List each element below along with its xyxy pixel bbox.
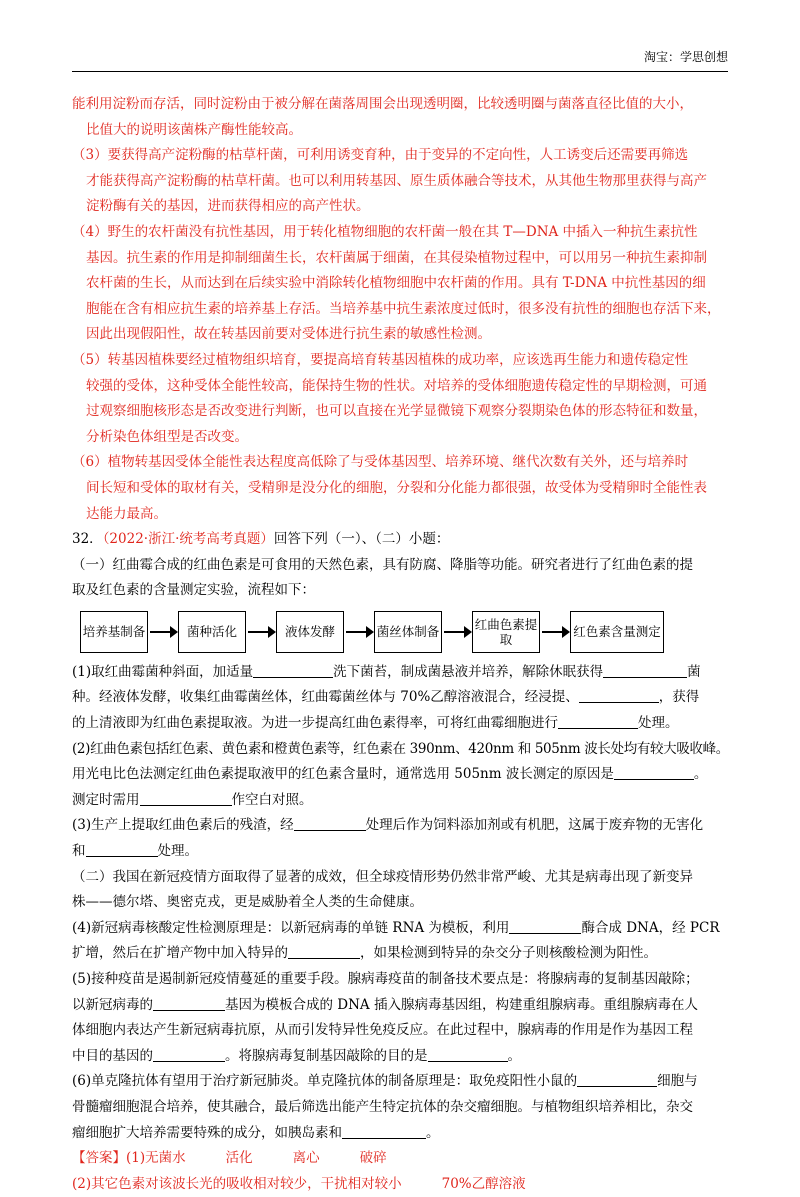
answer-blank	[253, 663, 333, 678]
text-line: （5）转基因植株要经过植物组织培育，要提高培育转基因植株的成功率，应该选再生能力和遗传稳定性	[72, 351, 689, 368]
text-line: 基因。抗生素的作用是抑制细菌生长，农杆菌属于细菌，在其侵染植物过程中，可以用另一种抗生素抑制	[86, 249, 707, 266]
text-line	[72, 1121, 732, 1147]
text-line: 能利用淀粉而存活，同时淀粉由于被分解在菌落周围会出现透明圈，比较透明圈与菌落直径比值的大小，	[72, 96, 693, 112]
section-two-intro: （二）我国在新冠疫情方面取得了显著的成效，但全球疫情形势仍然非常严峻、尤其是病毒出现了新变异	[72, 868, 693, 885]
flow-step-6: 红色素含量测定	[570, 611, 664, 653]
text-line: 体细胞内表达产生新冠病毒抗原，从而引发特异性免疫反应。在此过程中，腺病毒的作用是作为基因工程	[72, 1022, 693, 1039]
flow-step-3: 液体发酵	[276, 611, 344, 653]
question-32	[72, 527, 732, 1146]
text-span: 扩增，然后在扩增产物中加入特异的	[72, 945, 288, 962]
text-line	[72, 941, 732, 967]
page-header-brand: 淘宝：学思创想	[643, 50, 728, 64]
text-span: 酶合成 DNA，经 PCR	[581, 919, 720, 936]
sub-question-5: (5)接种疫苗是遏制新冠疫情蔓延的重要手段。腺病毒疫苗的制备技术要点是：将腺病毒的复制基因敲除；	[72, 971, 699, 987]
text-span: 以新冠病毒的	[72, 996, 153, 1013]
answer-item: 活化	[225, 1150, 253, 1167]
answer-blank	[577, 1072, 657, 1087]
question-source: （2022·浙江·统考高考真题）	[102, 531, 274, 548]
text-line	[72, 711, 732, 737]
flow-arrow	[150, 631, 176, 633]
text-span: 。将腺病毒复制基因敲除的目的是	[225, 1047, 428, 1064]
text-span: (6)单克隆抗体有望用于治疗新冠肺炎。单克隆抗体的制备原理是：取免疫阳性小鼠的	[72, 1073, 578, 1090]
answer-item: (1)无菌水	[126, 1150, 186, 1167]
text-line	[72, 685, 732, 711]
text-line: 农杆菌的生长，从而达到在后续实验中消除转化植物细胞中农杆菌的作用。具有 T-DNA 中抗性基因的细	[86, 275, 706, 292]
answer-blank	[86, 842, 158, 857]
text-span: 。	[693, 766, 708, 783]
answer-blank	[558, 714, 638, 729]
text-span: 。	[507, 1047, 521, 1064]
answer-line-1	[72, 1146, 732, 1172]
question-intro: 回答下列（一）、（二）小题：	[273, 531, 450, 548]
sub-question-2: (2)红曲色素包括红色素、黄色素和橙黄色素等，红色素在 390nm、420nm 和 505nm 波长处均有较大吸收峰。	[72, 740, 729, 757]
text-line: 达能力最高。	[86, 505, 167, 522]
text-span: 基因为模板合成的 DNA 插入腺病毒基因组，构建重组腺病毒。重组腺病毒在人	[225, 996, 698, 1013]
answer-blank	[288, 944, 360, 959]
text-line: （6）植物转基因受体全能性表达程度高低除了与受体基因型、培养环境、继代次数有关外，还与培养时	[72, 454, 689, 471]
text-line: 分析染色体组型是否改变。	[86, 428, 248, 445]
text-span: 用光电比色法测定红曲色素提取液甲的红色素含量时，通常选用 505nm 波长测定的原因是	[72, 766, 614, 783]
text-span: 的上清液即为红曲色素提取液。为进一步提高红曲色素得率，可将红曲霉细胞进行	[72, 715, 558, 732]
process-flow-diagram	[80, 609, 732, 655]
flow-step-4: 菌丝体制备	[374, 611, 442, 653]
text-span: 中目的基因的	[72, 1047, 153, 1064]
flow-arrow	[346, 631, 372, 633]
text-line: （一）红曲霉合成的红曲色素是可食用的天然色素，具有防腐、降脂等功能。研究者进行了红曲色素的提	[72, 556, 693, 573]
answer-blank	[342, 1124, 426, 1139]
text-line	[72, 788, 732, 814]
text-line: 间长短和受体的取材有关，受精卵是没分化的细胞，分裂和分化能力都很强，故受体为受精卵时全能性表	[86, 479, 707, 496]
text-span: 测定时需用	[72, 791, 140, 808]
text-span: 种。经液体发酵，收集红曲霉菌丝体，红曲霉菌丝体与 70%乙醇溶液混合，经浸提、	[72, 689, 579, 706]
page-content	[72, 92, 732, 1197]
sub-question-4	[72, 916, 732, 942]
answer-blank	[579, 688, 659, 703]
text-line: 取及红色素的含量测定实验，流程如下：	[72, 582, 315, 599]
text-span: 瘤细胞扩大培养需要特殊的成分，如胰岛素和	[72, 1124, 342, 1141]
text-line	[72, 839, 732, 865]
text-line: 比值大的说明该菌株产酶性能较高。	[86, 121, 302, 138]
text-line: 株——德尔塔、奥密克戎，更是威胁着全人类的生命健康。	[72, 894, 423, 911]
text-line	[72, 762, 732, 788]
flow-step-2: 菌种活化	[178, 611, 246, 653]
text-line: 胞能在含有相应抗生素的培养基上存活。当培养基中抗生素浓度过低时，很多没有抗性的细胞也存活下来，	[86, 300, 721, 317]
previous-answer-explanation	[72, 92, 732, 527]
text-span: 处理后作为饲料添加剂或有机肥，这属于废弃物的无害化	[365, 817, 704, 834]
answer-line-2	[72, 1172, 732, 1197]
header-divider	[72, 71, 728, 72]
text-line: 因此出现假阳性，故在转基因前要对受体进行抗生素的敏感性检测。	[86, 326, 491, 343]
flow-step-5: 红曲色素提取	[472, 611, 540, 653]
text-span: 细胞与	[657, 1073, 698, 1090]
answer-blank	[614, 765, 694, 780]
answer-item: 70%乙醇溶液	[441, 1175, 526, 1192]
text-span: (1)取红曲霉菌种斜面，加适量	[72, 663, 254, 680]
answer-blank	[294, 816, 366, 831]
answer-blank	[603, 663, 687, 678]
text-span: ，获得	[658, 689, 700, 706]
text-span: (4)新冠病毒核酸定性检测原理是：以新冠病毒的单链 RNA 为模板，利用	[72, 919, 510, 936]
answer-item: (2)其它色素对该波长光的吸收相对较少，干扰相对较小	[72, 1175, 402, 1192]
answer-section	[72, 1146, 732, 1197]
sub-question-1	[72, 660, 732, 686]
answer-label: 【答案】	[72, 1150, 126, 1167]
answer-blank	[153, 1047, 225, 1062]
answer-item: 离心	[292, 1150, 320, 1167]
text-span: ，如果检测到特异的杂交分子则核酸检测为阳性。	[360, 945, 657, 962]
answer-blank	[140, 791, 232, 806]
text-line: 较强的受体，这种受体全能性较高，能保持生物的性状。对培养的受体细胞遗传稳定性的早期检测，可通	[86, 377, 707, 394]
text-line: 骨髓瘤细胞混合培养，使其融合，最后筛选出能产生特定抗体的杂交瘤细胞。与植物组织培养相比，杂交	[72, 1098, 693, 1115]
text-span: 。	[426, 1124, 440, 1141]
flow-arrow	[444, 631, 470, 633]
answer-blank	[153, 996, 225, 1011]
text-line	[72, 1044, 732, 1070]
answer-item: 破碎	[359, 1150, 387, 1167]
text-line: 过观察细胞核形态是否改变进行判断，也可以直接在光学显微镜下观察分裂期染色体的形态特征和数量，	[86, 403, 707, 420]
flow-arrow	[248, 631, 274, 633]
flow-arrow	[542, 631, 568, 633]
text-span: 处理。	[638, 715, 679, 732]
text-span: 和	[72, 843, 86, 860]
text-line: 才能获得高产淀粉酶的枯草杆菌。也可以利用转基因、原生质体融合等技术，从其他生物那里获得与高产	[86, 172, 707, 189]
text-line: 淀粉酶有关的基因，进而获得相应的高产性状。	[86, 198, 370, 215]
sub-question-6	[72, 1069, 732, 1095]
text-span: 洗下菌苔，制成菌悬液并培养，解除休眠获得	[333, 663, 604, 680]
text-line	[72, 993, 732, 1019]
text-span: 处理。	[157, 843, 198, 860]
text-line: （4）野生的农杆菌没有抗性基因，用于转化植物细胞的农杆菌一般在其 T—DNA 中插入一种抗生素抗性	[72, 223, 698, 240]
text-span: 菌	[687, 663, 701, 680]
question-title	[72, 527, 732, 553]
flow-step-1: 培养基制备	[80, 611, 148, 653]
sub-question-3	[72, 813, 732, 839]
answer-blank	[509, 919, 581, 934]
question-number: 32．	[72, 531, 103, 548]
text-span: (3)生产上提取红曲色素后的残渣，经	[72, 817, 294, 834]
text-span: 作空白对照。	[231, 791, 313, 808]
text-line: （3）要获得高产淀粉酶的枯草杆菌，可利用诱变育种，由于变异的不定向性，人工诱变后还需要再筛选	[72, 147, 689, 164]
answer-blank	[428, 1047, 508, 1062]
